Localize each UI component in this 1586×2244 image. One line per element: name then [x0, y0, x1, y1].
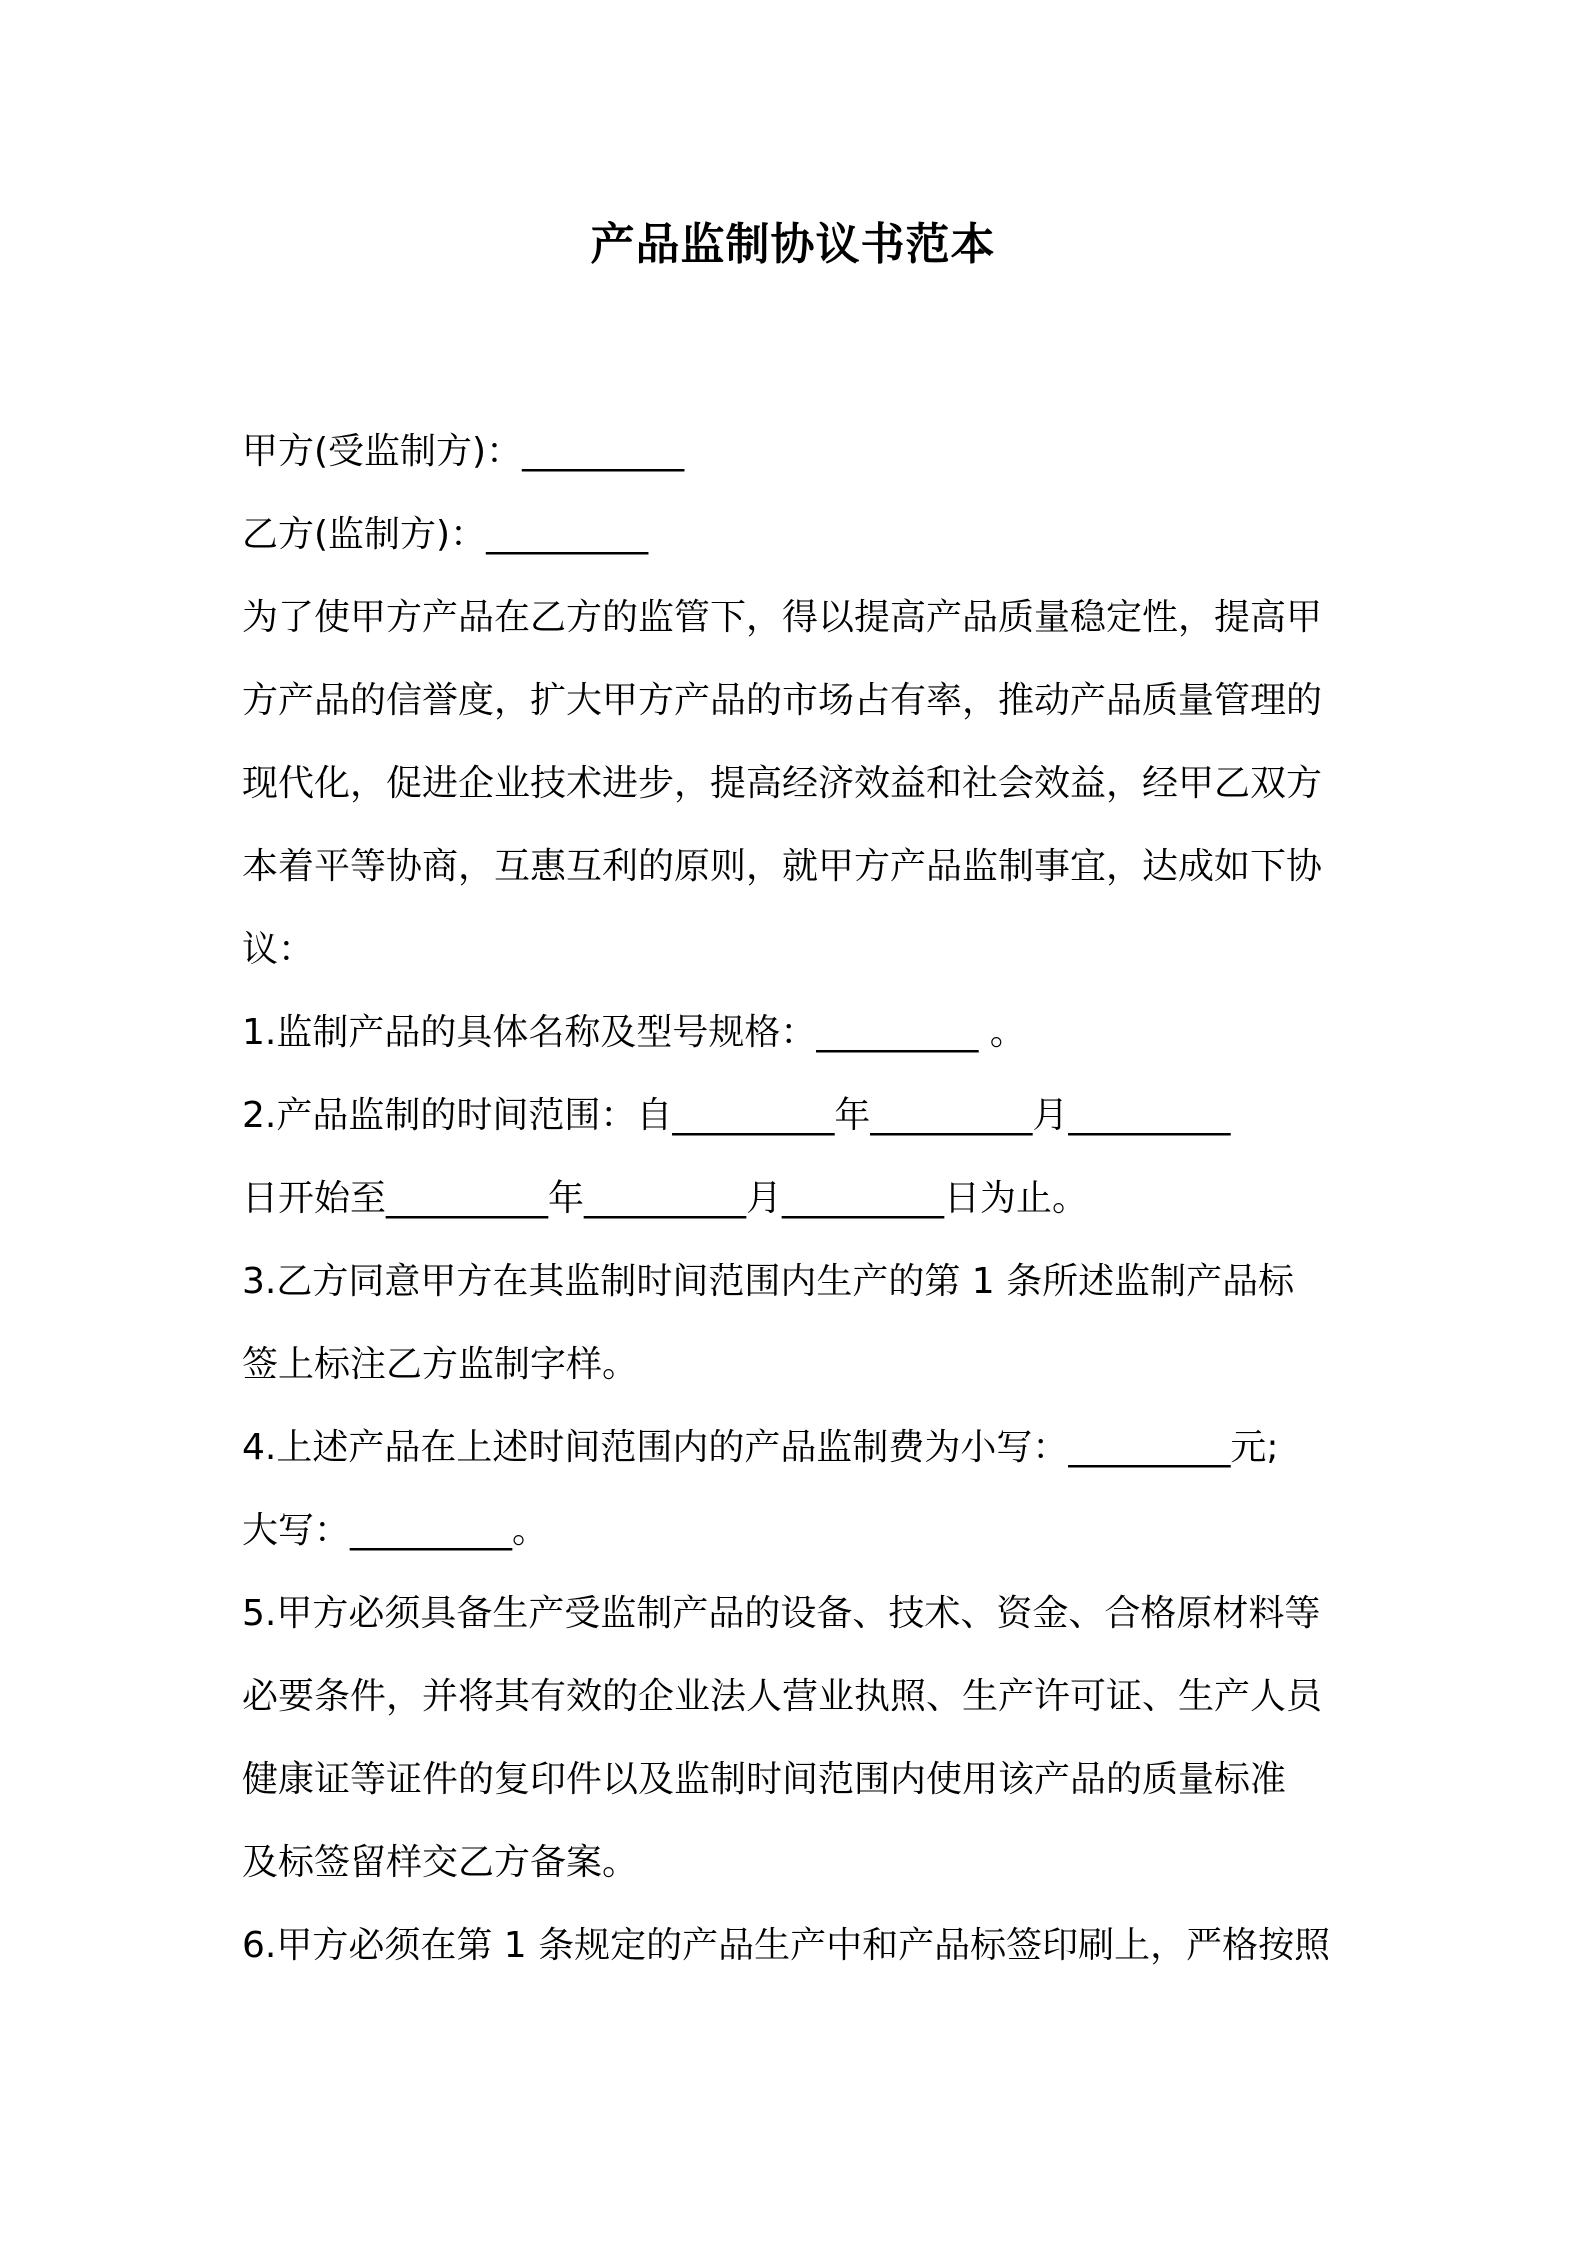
clause-4-line: 大写：_________。 [242, 1510, 549, 1551]
clause-4-line: 4.上述产品在上述时间范围内的产品监制费为小写：_________元; [242, 1427, 1279, 1468]
clause-5-line: 及标签留样交乙方备案。 [242, 1842, 639, 1883]
clause-2-line: 日开始至_________年_________月_________日为止。 [242, 1178, 1089, 1219]
clause-2-line: 2.产品监制的时间范围：自_________年_________月_________ [242, 1095, 1231, 1136]
clause-5-line: 必要条件，并将其有效的企业法人营业执照、生产许可证、生产人员 [242, 1676, 1323, 1717]
clause-5-line: 5.甲方必须具备生产受监制产品的设备、技术、资金、合格原材料等 [242, 1593, 1321, 1634]
preamble-line: 现代化，促进企业技术进步，提高经济效益和社会效益，经甲乙双方 [242, 763, 1323, 804]
document-body [242, 410, 1362, 1987]
party-b-line: 乙方(监制方)：_________ [242, 514, 649, 555]
preamble-line: 议： [242, 929, 315, 970]
clause-3-line: 3.乙方同意甲方在其监制时间范围内生产的第 1 条所述监制产品标 [242, 1261, 1295, 1302]
clause-1-line: 1.监制产品的具体名称及型号规格：_________ 。 [242, 1012, 1026, 1053]
party-a-line: 甲方(受监制方)：_________ [242, 431, 685, 472]
clause-3-line: 签上标注乙方监制字样。 [242, 1344, 639, 1385]
clause-5-line: 健康证等证件的复印件以及监制时间范围内使用该产品的质量标准 [242, 1759, 1287, 1800]
preamble-line: 本着平等协商，互惠互利的原则，就甲方产品监制事宜，达成如下协 [242, 846, 1323, 887]
preamble-line: 为了使甲方产品在乙方的监管下，得以提高产品质量稳定性，提高甲 [242, 597, 1323, 638]
preamble-line: 方产品的信誉度，扩大甲方产品的市场占有率，推动产品质量管理的 [242, 680, 1323, 721]
clause-6-line: 6.甲方必须在第 1 条规定的产品生产中和产品标签印刷上，严格按照 [242, 1925, 1331, 1966]
document-title: 产品监制协议书范本 [590, 219, 996, 270]
